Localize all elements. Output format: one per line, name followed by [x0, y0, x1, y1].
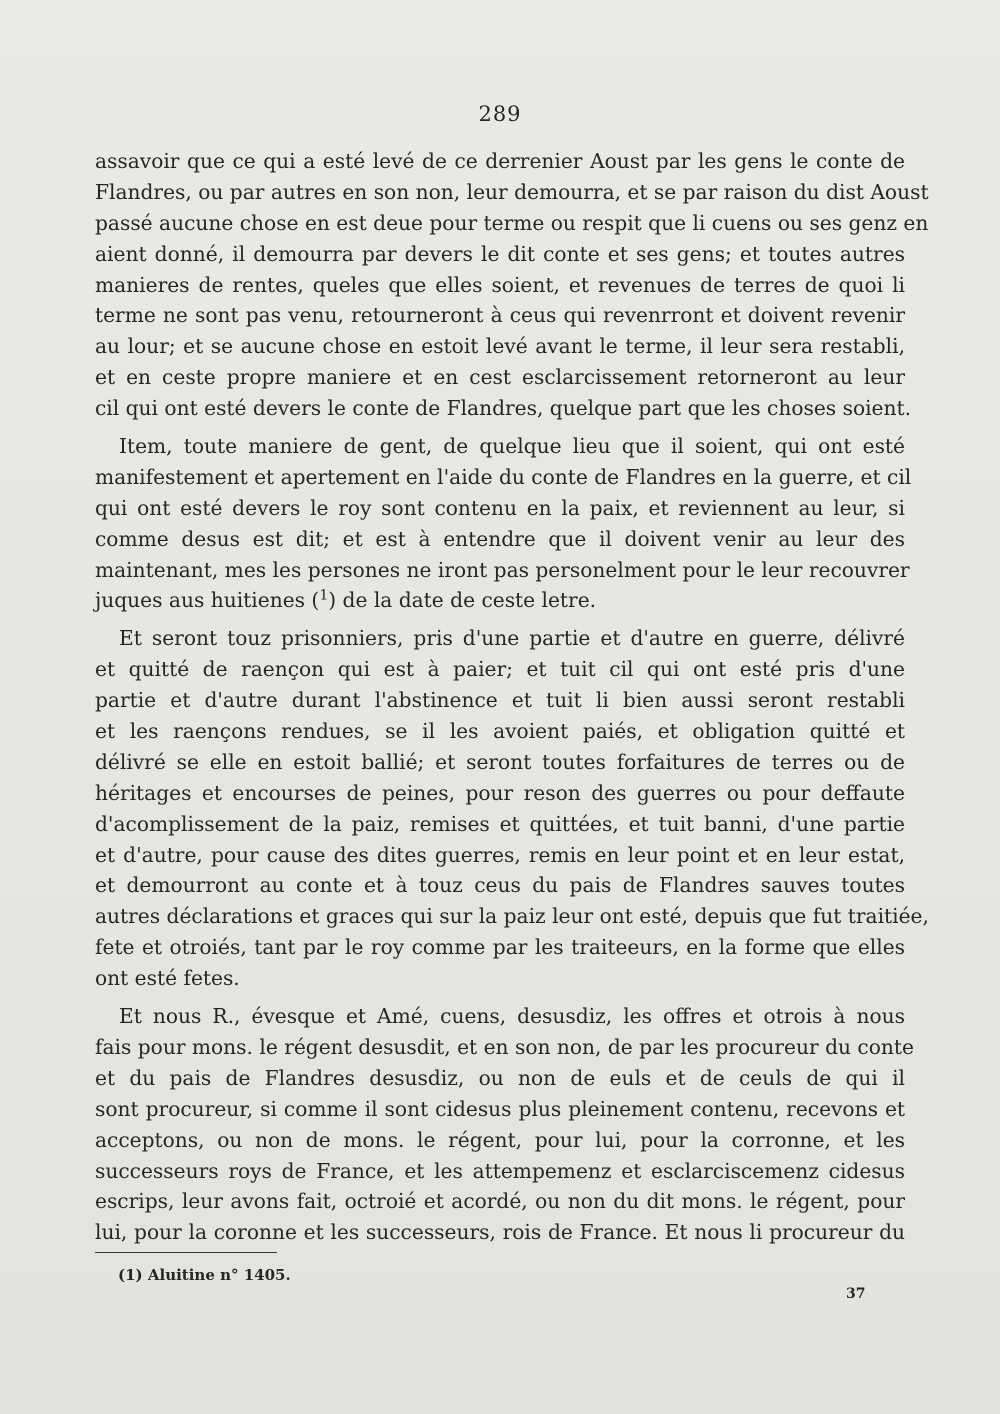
text-line: et du pais de Flandres desusdiz, ou non de euls et de ceuls de qui il: [95, 1065, 905, 1090]
paragraph-4: [95, 1001, 914, 1248]
text-line: terme ne sont pas venu, retourneront à ceus qui revenrront et doivent revenir: [95, 303, 905, 328]
text-line: successeurs roys de France, et les attempemenz et esclarciscemenz cidesus: [95, 1158, 905, 1183]
text-line: et les raençons rendues, se il les avoient paiés, et obligation quitté et: [95, 719, 905, 744]
page-number: 289: [478, 102, 522, 126]
text-line: délivré se elle en estoit ballié; et seront toutes forfaitures de terres ou de: [95, 749, 905, 774]
text-line: au lour; et se aucune chose en estoit levé avant le terme, il leur sera restabli,: [95, 334, 905, 359]
text-line: fete et otroiés, tant par le roy comme par les traiteeurs, en la forme que elles: [95, 935, 905, 960]
text-line: manifestement et apertement en l'aide du conte de Flandres en la guerre, et cil: [95, 464, 912, 489]
text-line: aient donné, il demourra par devers le dit conte et ses gens; et toutes autres: [95, 241, 905, 266]
text-line: lui, pour la coronne et les successeurs, rois de France. Et nous li procureur du: [95, 1220, 905, 1245]
text-line: et d'autre, pour cause des dites guerres, remis en leur point et en leur estat,: [95, 842, 905, 867]
text-line: héritages et encourses de peines, pour reson des guerres ou pour deffaute: [95, 780, 905, 805]
footnote-divider: [95, 1252, 277, 1253]
text-line: et demourront au conte et à touz ceus du pais de Flandres sauves toutes: [95, 873, 905, 898]
body-text: [95, 146, 929, 1248]
text-line: et quitté de raençon qui est à paier; et tuit cil qui ont esté pris d'une: [95, 657, 905, 682]
text-line: escrips, leur avons fait, octroié et acordé, ou non du dit mons. le régent, pour: [95, 1189, 905, 1214]
text-line: assavoir que ce qui a esté levé de ce derrenier Aoust par les gens le conte de: [95, 149, 905, 173]
text-line: Flandres, ou par autres en son non, leur demourra, et se par raison du dist Aoust: [95, 179, 929, 204]
text-line: maintenant, mes les persones ne iront pas personelment pour le leur recouvrer: [95, 557, 910, 582]
text-line: fais pour mons. le régent desusdit, et en son non, de par les procureur du conte: [95, 1034, 914, 1059]
text-line: et en ceste propre maniere et en cest esclarcissement retorneront au leur: [95, 365, 905, 390]
text-line: qui ont esté devers le roy sont contenu en la paix, et reviennent au leur, si: [95, 495, 905, 520]
text-line: cil qui ont esté devers le conte de Flandres, quelque part que les choses soient.: [95, 396, 912, 421]
text-line: comme desus est dit; et est à entendre que il doivent venir au leur des: [95, 526, 905, 551]
text-segment: juques aus huitienes (: [95, 588, 320, 613]
paragraph-1: [95, 146, 929, 424]
text-line: [95, 585, 905, 616]
text-line: Et nous R., évesque et Amé, cuens, desusdiz, les offres et otrois à nous: [119, 1004, 905, 1029]
paragraph-2: [95, 431, 912, 616]
text-line: d'acomplissement de la paiz, remises et quittées, et tuit banni, d'une partie: [95, 811, 905, 836]
text-line: ont esté fetes.: [95, 966, 240, 991]
footnote: (1) Aluitine n° 1405.: [118, 1266, 291, 1284]
text-line: Et seront touz prisonniers, pris d'une partie et d'autre en guerre, délivré: [119, 626, 905, 651]
paragraph-3: [95, 623, 929, 994]
text-segment: ) de la date de ceste letre.: [328, 588, 597, 613]
text-line: Item, toute maniere de gent, de quelque lieu que il soient, qui ont esté: [119, 434, 905, 459]
footnote-reference: 1: [319, 587, 329, 604]
text-line: acceptons, ou non de mons. le régent, pour lui, pour la corronne, et les: [95, 1127, 905, 1152]
text-line: passé aucune chose en est deue pour terme ou respit que li cuens ou ses genz en: [95, 210, 929, 235]
signature-mark: 37: [846, 1286, 866, 1302]
text-line: sont procureur, si comme il sont cidesus plus pleinement contenu, recevons et: [95, 1096, 905, 1121]
text-line: partie et d'autre durant l'abstinence et tuit li bien aussi seront restabli: [95, 688, 905, 713]
text-line: autres déclarations et graces qui sur la paiz leur ont esté, depuis que fut traitiée,: [95, 904, 929, 929]
text-line: manieres de rentes, queles que elles soient, et revenues de terres de quoi li: [95, 272, 905, 297]
